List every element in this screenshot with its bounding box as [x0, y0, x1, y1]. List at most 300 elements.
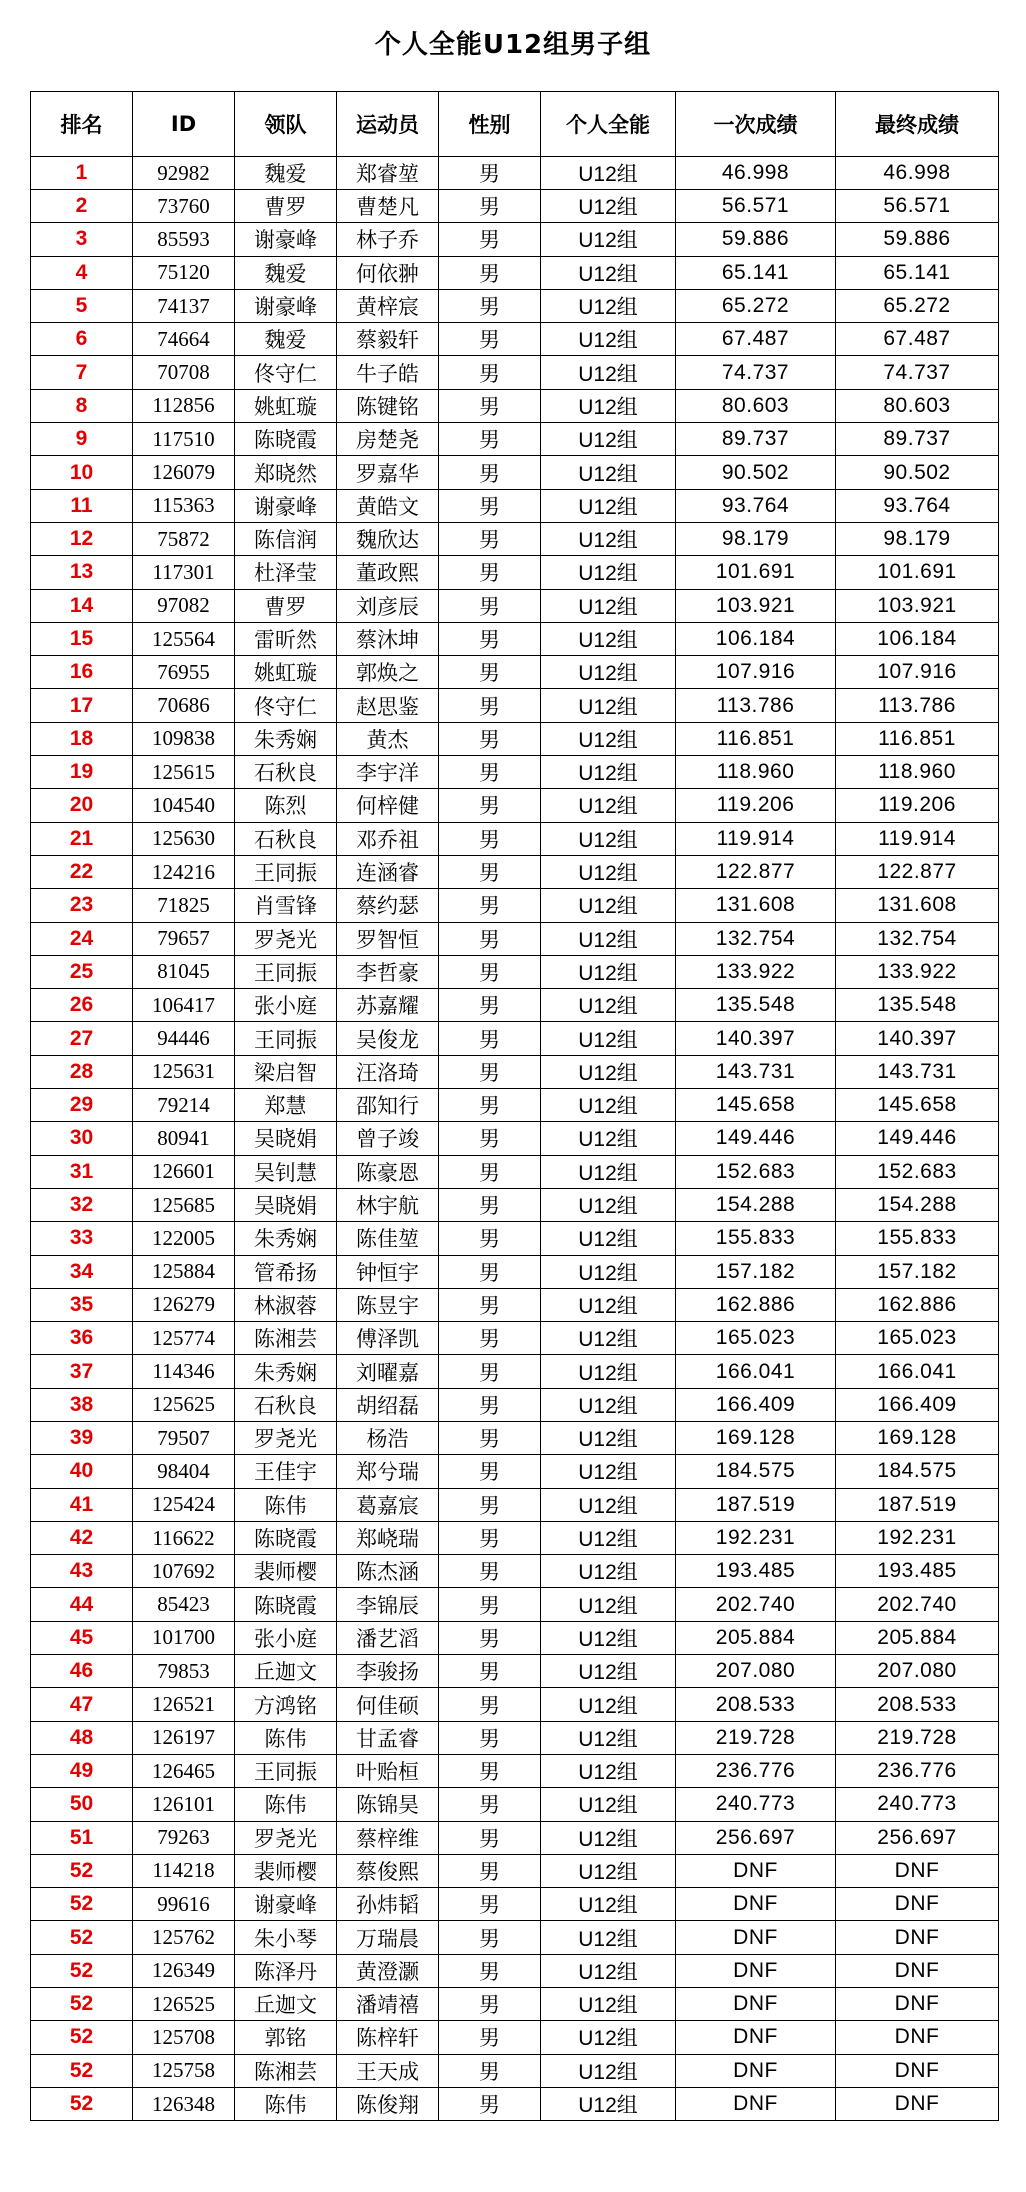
- final-score-cell: 103.921: [836, 589, 999, 622]
- final-score-cell: 236.776: [836, 1754, 999, 1787]
- rank-cell: 49: [31, 1754, 133, 1787]
- leader-cell: 朱秀娴: [235, 1355, 337, 1388]
- gender-cell: 男: [439, 157, 541, 190]
- athlete-cell: 罗智恒: [337, 922, 439, 955]
- gender-cell: 男: [439, 2054, 541, 2087]
- first-score-cell: 155.833: [676, 1222, 836, 1255]
- rank-cell: 45: [31, 1621, 133, 1654]
- gender-cell: 男: [439, 822, 541, 855]
- rank-cell: 18: [31, 722, 133, 755]
- id-cell: 125625: [133, 1388, 235, 1421]
- athlete-cell: 陈键铭: [337, 389, 439, 422]
- table-row: [31, 522, 999, 555]
- gender-cell: 男: [439, 2087, 541, 2120]
- gender-cell: 男: [439, 323, 541, 356]
- gender-cell: 男: [439, 1754, 541, 1787]
- athlete-cell: 孙炜韬: [337, 1888, 439, 1921]
- athlete-cell: 陈锦昊: [337, 1788, 439, 1821]
- table-row: [31, 256, 999, 289]
- leader-cell: 裴师樱: [235, 1555, 337, 1588]
- rank-cell: 30: [31, 1122, 133, 1155]
- gender-cell: 男: [439, 1655, 541, 1688]
- leader-cell: 陈晓霞: [235, 1588, 337, 1621]
- table-row: [31, 1388, 999, 1421]
- athlete-cell: 陈昱宇: [337, 1288, 439, 1321]
- athlete-cell: 罗嘉华: [337, 456, 439, 489]
- athlete-cell: 魏欣达: [337, 522, 439, 555]
- leader-cell: 陈伟: [235, 1488, 337, 1521]
- final-score-cell: DNF: [836, 1988, 999, 2021]
- first-score-cell: 65.272: [676, 289, 836, 322]
- table-row: [31, 289, 999, 322]
- table-row: [31, 356, 999, 389]
- athlete-cell: 万瑞晨: [337, 1921, 439, 1954]
- gender-cell: 男: [439, 622, 541, 655]
- gender-cell: 男: [439, 289, 541, 322]
- gender-cell: 男: [439, 1155, 541, 1188]
- group-cell: U12组: [541, 1821, 676, 1854]
- first-score-cell: 46.998: [676, 157, 836, 190]
- rank-cell: 8: [31, 389, 133, 422]
- table-row: [31, 656, 999, 689]
- final-score-cell: 56.571: [836, 190, 999, 223]
- gender-cell: 男: [439, 2021, 541, 2054]
- athlete-cell: 赵思鉴: [337, 689, 439, 722]
- rank-cell: 52: [31, 1988, 133, 2021]
- final-score-cell: 132.754: [836, 922, 999, 955]
- id-cell: 112856: [133, 389, 235, 422]
- id-cell: 81045: [133, 955, 235, 988]
- group-cell: U12组: [541, 2021, 676, 2054]
- leader-cell: 朱小琴: [235, 1921, 337, 1954]
- table-row: [31, 756, 999, 789]
- table-row: [31, 822, 999, 855]
- gender-cell: 男: [439, 1355, 541, 1388]
- group-cell: U12组: [541, 889, 676, 922]
- first-score-cell: 113.786: [676, 689, 836, 722]
- leader-cell: 杜泽莹: [235, 556, 337, 589]
- first-score-cell: 157.182: [676, 1255, 836, 1288]
- rank-cell: 9: [31, 423, 133, 456]
- gender-cell: 男: [439, 1954, 541, 1987]
- group-cell: U12组: [541, 1055, 676, 1088]
- gender-cell: 男: [439, 1255, 541, 1288]
- rank-cell: 37: [31, 1355, 133, 1388]
- id-cell: 71825: [133, 889, 235, 922]
- results-body: [31, 157, 999, 2121]
- first-score-cell: DNF: [676, 2087, 836, 2120]
- rank-cell: 47: [31, 1688, 133, 1721]
- leader-cell: 曹罗: [235, 589, 337, 622]
- table-row: [31, 1888, 999, 1921]
- athlete-cell: 曹楚凡: [337, 190, 439, 223]
- final-score-cell: 208.533: [836, 1688, 999, 1721]
- rank-cell: 6: [31, 323, 133, 356]
- table-row: [31, 1921, 999, 1954]
- id-cell: 73760: [133, 190, 235, 223]
- leader-cell: 佟守仁: [235, 689, 337, 722]
- first-score-cell: 240.773: [676, 1788, 836, 1821]
- first-score-cell: 184.575: [676, 1455, 836, 1488]
- final-score-cell: 184.575: [836, 1455, 999, 1488]
- leader-cell: 曹罗: [235, 190, 337, 223]
- id-cell: 114346: [133, 1355, 235, 1388]
- id-cell: 85423: [133, 1588, 235, 1621]
- final-score-cell: DNF: [836, 1954, 999, 1987]
- first-score-cell: 93.764: [676, 489, 836, 522]
- leader-cell: 魏爱: [235, 323, 337, 356]
- first-score-cell: 219.728: [676, 1721, 836, 1754]
- header-leader: 领队: [235, 92, 337, 157]
- first-score-cell: 101.691: [676, 556, 836, 589]
- table-row: [31, 1188, 999, 1221]
- group-cell: U12组: [541, 989, 676, 1022]
- final-score-cell: 166.041: [836, 1355, 999, 1388]
- rank-cell: 46: [31, 1655, 133, 1688]
- id-cell: 125564: [133, 622, 235, 655]
- id-cell: 125615: [133, 756, 235, 789]
- athlete-cell: 蔡约瑟: [337, 889, 439, 922]
- id-cell: 99616: [133, 1888, 235, 1921]
- final-score-cell: DNF: [836, 2087, 999, 2120]
- gender-cell: 男: [439, 722, 541, 755]
- first-score-cell: 143.731: [676, 1055, 836, 1088]
- final-score-cell: 145.658: [836, 1089, 999, 1122]
- id-cell: 126525: [133, 1988, 235, 2021]
- rank-cell: 38: [31, 1388, 133, 1421]
- athlete-cell: 陈梓轩: [337, 2021, 439, 2054]
- athlete-cell: 蔡毅轩: [337, 323, 439, 356]
- final-score-cell: 131.608: [836, 889, 999, 922]
- final-score-cell: 113.786: [836, 689, 999, 722]
- final-score-cell: 106.184: [836, 622, 999, 655]
- table-row: [31, 389, 999, 422]
- leader-cell: 吴钊慧: [235, 1155, 337, 1188]
- first-score-cell: 131.608: [676, 889, 836, 922]
- leader-cell: 陈湘芸: [235, 1322, 337, 1355]
- first-score-cell: 107.916: [676, 656, 836, 689]
- rank-cell: 39: [31, 1421, 133, 1454]
- table-row: [31, 1688, 999, 1721]
- leader-cell: 王同振: [235, 955, 337, 988]
- header-rank: 排名: [31, 92, 133, 157]
- athlete-cell: 董政熙: [337, 556, 439, 589]
- first-score-cell: 103.921: [676, 589, 836, 622]
- rank-cell: 52: [31, 1921, 133, 1954]
- group-cell: U12组: [541, 1521, 676, 1554]
- athlete-cell: 叶贻桓: [337, 1754, 439, 1787]
- gender-cell: 男: [439, 1721, 541, 1754]
- id-cell: 115363: [133, 489, 235, 522]
- id-cell: 125708: [133, 2021, 235, 2054]
- first-score-cell: 208.533: [676, 1688, 836, 1721]
- id-cell: 125630: [133, 822, 235, 855]
- table-row: [31, 223, 999, 256]
- athlete-cell: 李骏扬: [337, 1655, 439, 1688]
- final-score-cell: 67.487: [836, 323, 999, 356]
- leader-cell: 罗尧光: [235, 922, 337, 955]
- athlete-cell: 连涵睿: [337, 855, 439, 888]
- athlete-cell: 杨浩: [337, 1421, 439, 1454]
- group-cell: U12组: [541, 656, 676, 689]
- first-score-cell: 207.080: [676, 1655, 836, 1688]
- group-cell: U12组: [541, 356, 676, 389]
- rank-cell: 17: [31, 689, 133, 722]
- table-row: [31, 1821, 999, 1854]
- gender-cell: 男: [439, 855, 541, 888]
- athlete-cell: 汪洛琦: [337, 1055, 439, 1088]
- id-cell: 125685: [133, 1188, 235, 1221]
- gender-cell: 男: [439, 1921, 541, 1954]
- group-cell: U12组: [541, 1488, 676, 1521]
- gender-cell: 男: [439, 1089, 541, 1122]
- leader-cell: 陈烈: [235, 789, 337, 822]
- first-score-cell: 145.658: [676, 1089, 836, 1122]
- id-cell: 126279: [133, 1288, 235, 1321]
- leader-cell: 魏爱: [235, 157, 337, 190]
- final-score-cell: 90.502: [836, 456, 999, 489]
- final-score-cell: DNF: [836, 1921, 999, 1954]
- leader-cell: 陈湘芸: [235, 2054, 337, 2087]
- table-row: [31, 1555, 999, 1588]
- athlete-cell: 钟恒宇: [337, 1255, 439, 1288]
- group-cell: U12组: [541, 456, 676, 489]
- gender-cell: 男: [439, 1022, 541, 1055]
- athlete-cell: 陈豪恩: [337, 1155, 439, 1188]
- leader-cell: 张小庭: [235, 989, 337, 1022]
- first-score-cell: 135.548: [676, 989, 836, 1022]
- rank-cell: 5: [31, 289, 133, 322]
- rank-cell: 19: [31, 756, 133, 789]
- table-row: [31, 2087, 999, 2120]
- first-score-cell: 119.206: [676, 789, 836, 822]
- id-cell: 125631: [133, 1055, 235, 1088]
- group-cell: U12组: [541, 1122, 676, 1155]
- gender-cell: 男: [439, 1488, 541, 1521]
- group-cell: U12组: [541, 1854, 676, 1887]
- final-score-cell: DNF: [836, 2021, 999, 2054]
- athlete-cell: 刘曜嘉: [337, 1355, 439, 1388]
- group-cell: U12组: [541, 1322, 676, 1355]
- final-score-cell: 93.764: [836, 489, 999, 522]
- id-cell: 94446: [133, 1022, 235, 1055]
- athlete-cell: 郭焕之: [337, 656, 439, 689]
- rank-cell: 13: [31, 556, 133, 589]
- final-score-cell: 119.914: [836, 822, 999, 855]
- leader-cell: 石秋良: [235, 756, 337, 789]
- final-score-cell: 162.886: [836, 1288, 999, 1321]
- final-score-cell: 165.023: [836, 1322, 999, 1355]
- rank-cell: 31: [31, 1155, 133, 1188]
- final-score-cell: 59.886: [836, 223, 999, 256]
- leader-cell: 陈晓霞: [235, 1521, 337, 1554]
- group-cell: U12组: [541, 1688, 676, 1721]
- rank-cell: 48: [31, 1721, 133, 1754]
- final-score-cell: 119.206: [836, 789, 999, 822]
- group-cell: U12组: [541, 789, 676, 822]
- gender-cell: 男: [439, 922, 541, 955]
- group-cell: U12组: [541, 389, 676, 422]
- table-row: [31, 1322, 999, 1355]
- header-final-score: 最终成绩: [836, 92, 999, 157]
- rank-cell: 15: [31, 622, 133, 655]
- final-score-cell: 143.731: [836, 1055, 999, 1088]
- final-score-cell: DNF: [836, 2054, 999, 2087]
- first-score-cell: 116.851: [676, 722, 836, 755]
- table-row: [31, 1155, 999, 1188]
- id-cell: 117510: [133, 423, 235, 456]
- first-score-cell: 59.886: [676, 223, 836, 256]
- leader-cell: 谢豪峰: [235, 289, 337, 322]
- leader-cell: 肖雪锋: [235, 889, 337, 922]
- athlete-cell: 房楚尧: [337, 423, 439, 456]
- rank-cell: 10: [31, 456, 133, 489]
- first-score-cell: 192.231: [676, 1521, 836, 1554]
- id-cell: 126601: [133, 1155, 235, 1188]
- table-row: [31, 1954, 999, 1987]
- leader-cell: 王同振: [235, 855, 337, 888]
- rank-cell: 29: [31, 1089, 133, 1122]
- gender-cell: 男: [439, 1821, 541, 1854]
- final-score-cell: 133.922: [836, 955, 999, 988]
- table-row: [31, 1521, 999, 1554]
- rank-cell: 27: [31, 1022, 133, 1055]
- table-row: [31, 589, 999, 622]
- group-cell: U12组: [541, 1421, 676, 1454]
- final-score-cell: 98.179: [836, 522, 999, 555]
- first-score-cell: 56.571: [676, 190, 836, 223]
- gender-cell: 男: [439, 1455, 541, 1488]
- first-score-cell: DNF: [676, 2021, 836, 2054]
- athlete-cell: 蔡梓维: [337, 1821, 439, 1854]
- leader-cell: 谢豪峰: [235, 223, 337, 256]
- first-score-cell: DNF: [676, 1921, 836, 1954]
- final-score-cell: 80.603: [836, 389, 999, 422]
- leader-cell: 王同振: [235, 1022, 337, 1055]
- final-score-cell: DNF: [836, 1888, 999, 1921]
- table-row: [31, 1488, 999, 1521]
- first-score-cell: 118.960: [676, 756, 836, 789]
- first-score-cell: 89.737: [676, 423, 836, 456]
- table-row: [31, 489, 999, 522]
- id-cell: 126101: [133, 1788, 235, 1821]
- table-row: [31, 1089, 999, 1122]
- leader-cell: 陈泽丹: [235, 1954, 337, 1987]
- group-cell: U12组: [541, 1022, 676, 1055]
- final-score-cell: 74.737: [836, 356, 999, 389]
- athlete-cell: 何佳硕: [337, 1688, 439, 1721]
- rank-cell: 35: [31, 1288, 133, 1321]
- final-score-cell: 89.737: [836, 423, 999, 456]
- leader-cell: 王同振: [235, 1754, 337, 1787]
- table-row: [31, 190, 999, 223]
- header-group: 个人全能: [541, 92, 676, 157]
- athlete-cell: 蔡俊熙: [337, 1854, 439, 1887]
- first-score-cell: 74.737: [676, 356, 836, 389]
- first-score-cell: 133.922: [676, 955, 836, 988]
- leader-cell: 郑晓然: [235, 456, 337, 489]
- id-cell: 125762: [133, 1921, 235, 1954]
- group-cell: U12组: [541, 1954, 676, 1987]
- table-row: [31, 1222, 999, 1255]
- final-score-cell: 154.288: [836, 1188, 999, 1221]
- rank-cell: 52: [31, 2021, 133, 2054]
- athlete-cell: 葛嘉宸: [337, 1488, 439, 1521]
- id-cell: 107692: [133, 1555, 235, 1588]
- leader-cell: 林淑蓉: [235, 1288, 337, 1321]
- id-cell: 117301: [133, 556, 235, 589]
- rank-cell: 26: [31, 989, 133, 1022]
- id-cell: 126348: [133, 2087, 235, 2120]
- group-cell: U12组: [541, 1721, 676, 1754]
- gender-cell: 男: [439, 955, 541, 988]
- leader-cell: 丘迦文: [235, 1655, 337, 1688]
- athlete-cell: 李宇洋: [337, 756, 439, 789]
- group-cell: U12组: [541, 1288, 676, 1321]
- rank-cell: 34: [31, 1255, 133, 1288]
- leader-cell: 王佳宇: [235, 1455, 337, 1488]
- id-cell: 98404: [133, 1455, 235, 1488]
- athlete-cell: 林子乔: [337, 223, 439, 256]
- gender-cell: 男: [439, 1521, 541, 1554]
- rank-cell: 3: [31, 223, 133, 256]
- table-row: [31, 1355, 999, 1388]
- rank-cell: 36: [31, 1322, 133, 1355]
- header-first-score: 一次成绩: [676, 92, 836, 157]
- leader-cell: 郑慧: [235, 1089, 337, 1122]
- athlete-cell: 黄杰: [337, 722, 439, 755]
- id-cell: 75872: [133, 522, 235, 555]
- group-cell: U12组: [541, 922, 676, 955]
- table-row: [31, 157, 999, 190]
- athlete-cell: 郑峣瑞: [337, 1521, 439, 1554]
- rank-cell: 52: [31, 1854, 133, 1887]
- group-cell: U12组: [541, 1621, 676, 1654]
- first-score-cell: 154.288: [676, 1188, 836, 1221]
- athlete-cell: 陈杰涵: [337, 1555, 439, 1588]
- group-cell: U12组: [541, 1155, 676, 1188]
- group-cell: U12组: [541, 2054, 676, 2087]
- final-score-cell: 169.128: [836, 1421, 999, 1454]
- gender-cell: 男: [439, 1588, 541, 1621]
- final-score-cell: 166.409: [836, 1388, 999, 1421]
- id-cell: 126197: [133, 1721, 235, 1754]
- table-row: [31, 1421, 999, 1454]
- group-cell: U12组: [541, 1988, 676, 2021]
- gender-cell: 男: [439, 389, 541, 422]
- athlete-cell: 蔡沐坤: [337, 622, 439, 655]
- first-score-cell: DNF: [676, 1988, 836, 2021]
- leader-cell: 魏爱: [235, 256, 337, 289]
- final-score-cell: 205.884: [836, 1621, 999, 1654]
- id-cell: 116622: [133, 1521, 235, 1554]
- leader-cell: 陈伟: [235, 1788, 337, 1821]
- rank-cell: 20: [31, 789, 133, 822]
- leader-cell: 罗尧光: [235, 1421, 337, 1454]
- first-score-cell: 162.886: [676, 1288, 836, 1321]
- athlete-cell: 郑兮瑞: [337, 1455, 439, 1488]
- final-score-cell: 207.080: [836, 1655, 999, 1688]
- rank-cell: 41: [31, 1488, 133, 1521]
- id-cell: 124216: [133, 855, 235, 888]
- leader-cell: 石秋良: [235, 1388, 337, 1421]
- header-gender: 性别: [439, 92, 541, 157]
- gender-cell: 男: [439, 1555, 541, 1588]
- gender-cell: 男: [439, 190, 541, 223]
- rank-cell: 52: [31, 1954, 133, 1987]
- first-score-cell: DNF: [676, 1854, 836, 1887]
- athlete-cell: 陈俊翔: [337, 2087, 439, 2120]
